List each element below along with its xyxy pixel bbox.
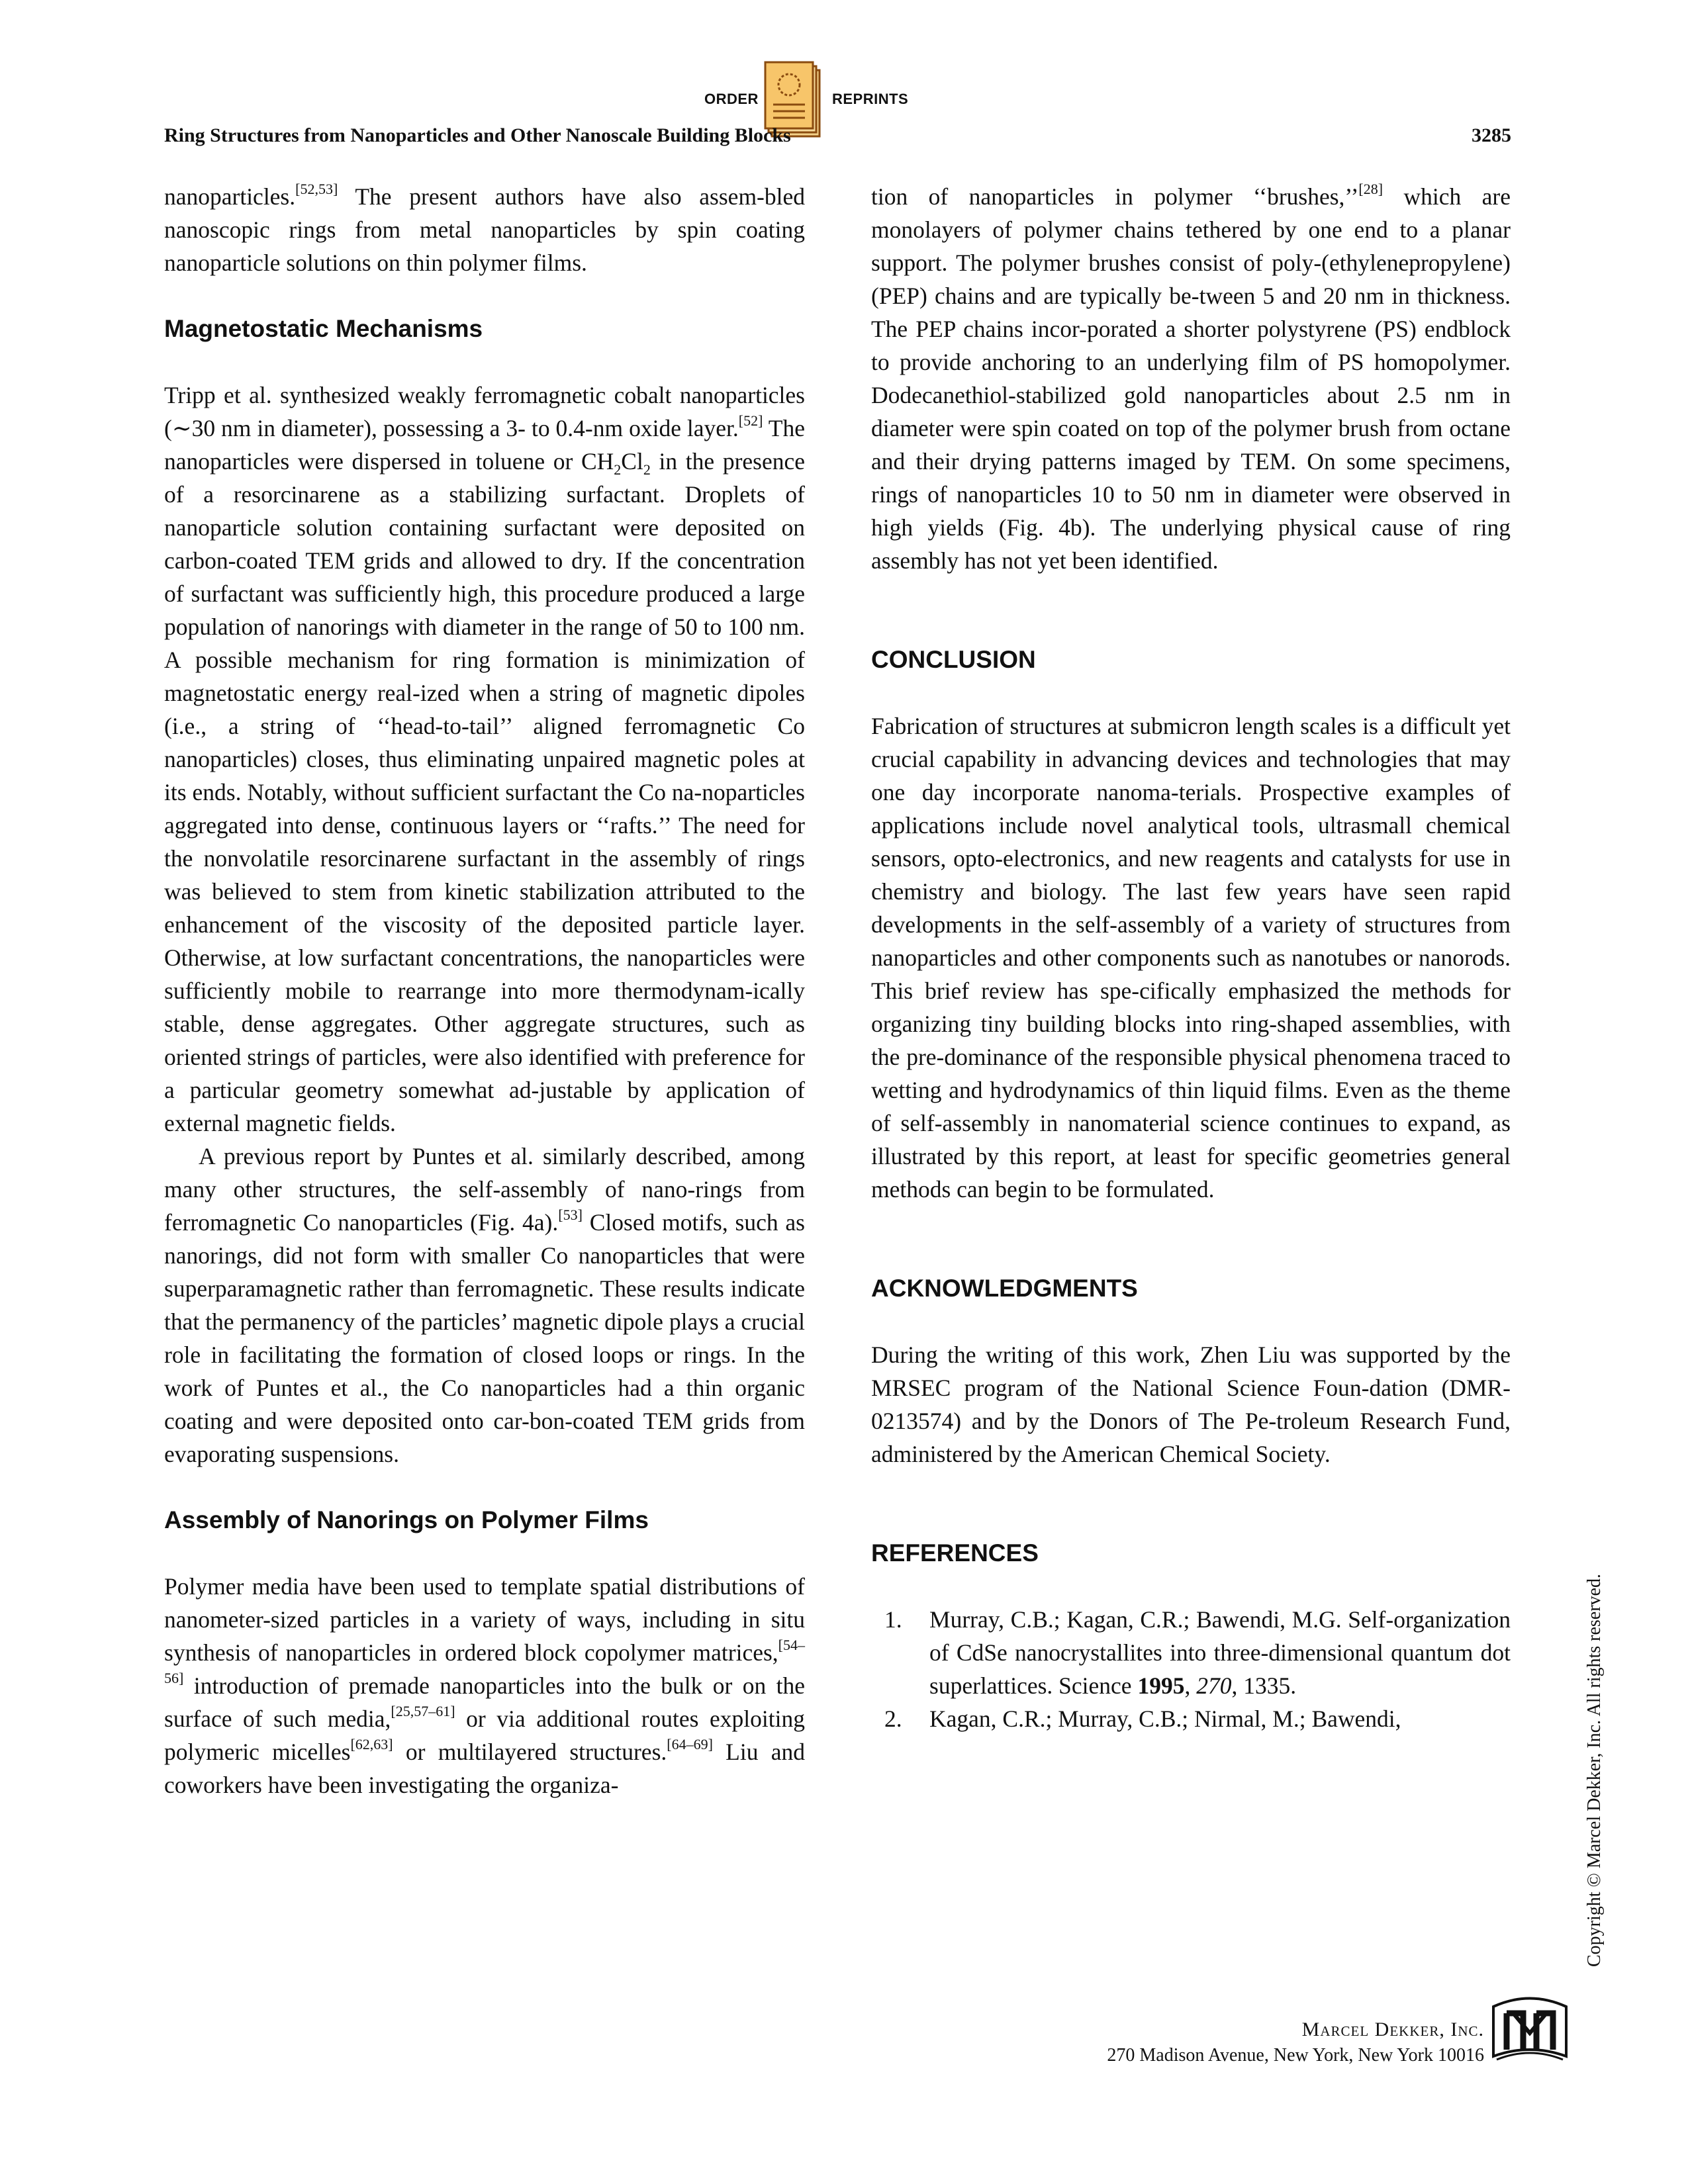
citation: [25,57–61] [391,1703,455,1719]
paragraph: Polymer media have been used to template spatial distributions of nanometer-sized particles in a variety of ways, including in situ synthesis of nanoparticles in ordered block copolymer matrices,[54–56] introduction of premade nanoparticles into the bulk or on the surface of such media,[25,57–61] or via additional routes exploiting polymeric micelles[62,63] or multilayered structures.[64–69] Liu and coworkers have been investigating the organiza- [164,1573,805,1798]
copyright-notice: Copyright © Marcel Dekker, Inc. All rights reserved. [1584,1574,1605,1967]
page-number: 3285 [1472,124,1511,146]
citation: [28] [1358,181,1383,197]
citation: [52] [738,412,763,429]
paragraph: nanoparticles.[52,53] The present authors have also assem-bled nanoscopic rings from metal nanoparticles by spin coating nanoparticle solutions on thin polymer films. [164,181,805,276]
paragraph: tion of nanoparticles in polymer ‘‘brushes,’’[28] which are monolayers of polymer chains tethered by one end to a planar support. The polymer brushes consist of poly-(ethylenepropylene) (PEP) chains and are typically be-tween 5 and 20 nm in thickness. The PEP chains incor-porated a shorter polystyrene (PS) endblock to provide anchoring to an underlying film of PS homopolymer. Dodecanethiol-stabilized gold nanoparticles about 2.5 nm in diameter were spin coated on top of the polymer brush from octane and their drying patterns imaged by TEM. On some specimens, rings of nanoparticles 10 to 50 nm in diameter were observed in high yields (Fig. 4b). The underlying physical cause of ring assembly has not yet been identified. [871,181,1511,574]
section-heading-magnetostatic: Magnetostatic Mechanisms [164,315,483,342]
citation: [53] [558,1206,583,1223]
section-heading-conclusion: CONCLUSION [871,646,1036,673]
citation: [64–69] [667,1736,713,1752]
publisher-name: Marcel Dekker, Inc. [1301,2019,1484,2040]
publisher-logo-icon [1487,1993,1573,2066]
paragraph: Fabrication of structures at submicron length scales is a difficult yet crucial capability in advancing devices and technologies that may one day incorporate nanoma-terials. Prospective examples of applications include novel analytical tools, ultrasmall chemical sensors, opto-electronics, and new reagents and catalysts for use in chemistry and biology. The last few years have seen rapid developments in the self-assembly of a variety of structures from nanoparticles and other components such as nanotubes or nanorods. This brief review has spe-cifically emphasized the methods for organizing tiny building blocks into ring-shaped assemblies, with the pre-dominance of the responsible physical phenomena traced to wetting and hydrodynamics of thin liquid films. Even as the theme of self-assembly in nanomaterial science continues to expand, as illustrated by this report, at least for specific geometries general methods can begin to be formulated. [871,713,1511,1203]
citation: [62,63] [350,1736,393,1752]
citation: [54–56] [164,1637,805,1686]
running-title: Ring Structures from Nanoparticles and Other Nanoscale Building Blocks [164,124,791,146]
section-heading-acknowledgments: ACKNOWLEDGMENTS [871,1275,1138,1302]
order-link[interactable]: ORDER [704,91,759,107]
right-column [871,180,1511,1735]
section-heading-polymer-films: Assembly of Nanorings on Polymer Films [164,1506,649,1533]
section-heading-references: REFERENCES [871,1539,1039,1567]
reference-item: 2. Kagan, C.R.; Murray, C.B.; Nirmal, M.; Bawendi, [884,1706,1401,1732]
paragraph: Tripp et al. synthesized weakly ferromagnetic cobalt nanoparticles (∼30 nm in diameter), possessing a 3- to 0.4-nm oxide layer.[52] The nanoparticles were dispersed in toluene or $CH_2Cl_2$ in the presence of a resorcinarene as a stabilizing surfactant. Droplets of nanoparticle solution containing surfactant were deposited on carbon-coated TEM grids and allowed to dry. If the concentration of surfactant was sufficiently high, this procedure produced a large population of nanorings with diameter in the range of 50 to 100 nm. A possible mechanism for ring formation is minimization of magnetostatic energy real-ized when a string of magnetic dipoles (i.e., a string of ‘‘head-to-tail’’ aligned ferromagnetic Co nanoparticles) closes, thus eliminating unpaired magnetic poles at its ends. Notably, without sufficient surfactant the Co na-noparticles aggregated into dense, continuous layers or ‘‘rafts.’’ The need for the nonvolatile resorcinarene surfactant in the assembly of rings was believed to stem from kinetic stabilization attributed to the enhancement of the viscosity of the deposited particle layer. Otherwise, at low surfactant concentrations, the nanoparticles were sufficiently mobile to rearrange into more thermodynam-ically stable, dense aggregates. Other aggregate structures, such as oriented strings of particles, were also identified with preference for a particular geometry somewhat ad-justable by application of external magnetic fields. [164,382,805,1136]
reference-list [871,1603,1511,1735]
publisher-address: 270 Madison Avenue, New York, New York 10016 [1107,2045,1484,2066]
reference-item: 1. Murray, C.B.; Kagan, C.R.; Bawendi, M.G. Self-organization of CdSe nanocrystallites into three-dimensional quantum dot superlattices. Science 1995, 270, 1335. [884,1606,1511,1699]
citation: [52,53] [295,181,338,197]
paragraph: A previous report by Puntes et al. similarly described, among many other structures, the self-assembly of nano-rings from ferromagnetic Co nanoparticles (Fig. 4a).[53] Closed motifs, such as nanorings, did not form with smaller Co nanoparticles that were superparamagnetic rather than ferromagnetic. These results indicate that the permanency of the particles’ magnetic dipole plays a crucial role in facilitating the formation of closed loops or rings. In the work of Puntes et al., the Co nanoparticles had a thin organic coating and were deposited onto car-bon-coated TEM grids from evaporating suspensions. [164,1143,805,1467]
paragraph: During the writing of this work, Zhen Liu was supported by the MRSEC program of the National Science Foun-dation (DMR-0213574) and by the Donors of The Pe-troleum Research Fund, administered by the American Chemical Society. [871,1342,1511,1467]
reprints-link[interactable]: REPRINTS [832,91,909,107]
left-column [164,180,805,1801]
